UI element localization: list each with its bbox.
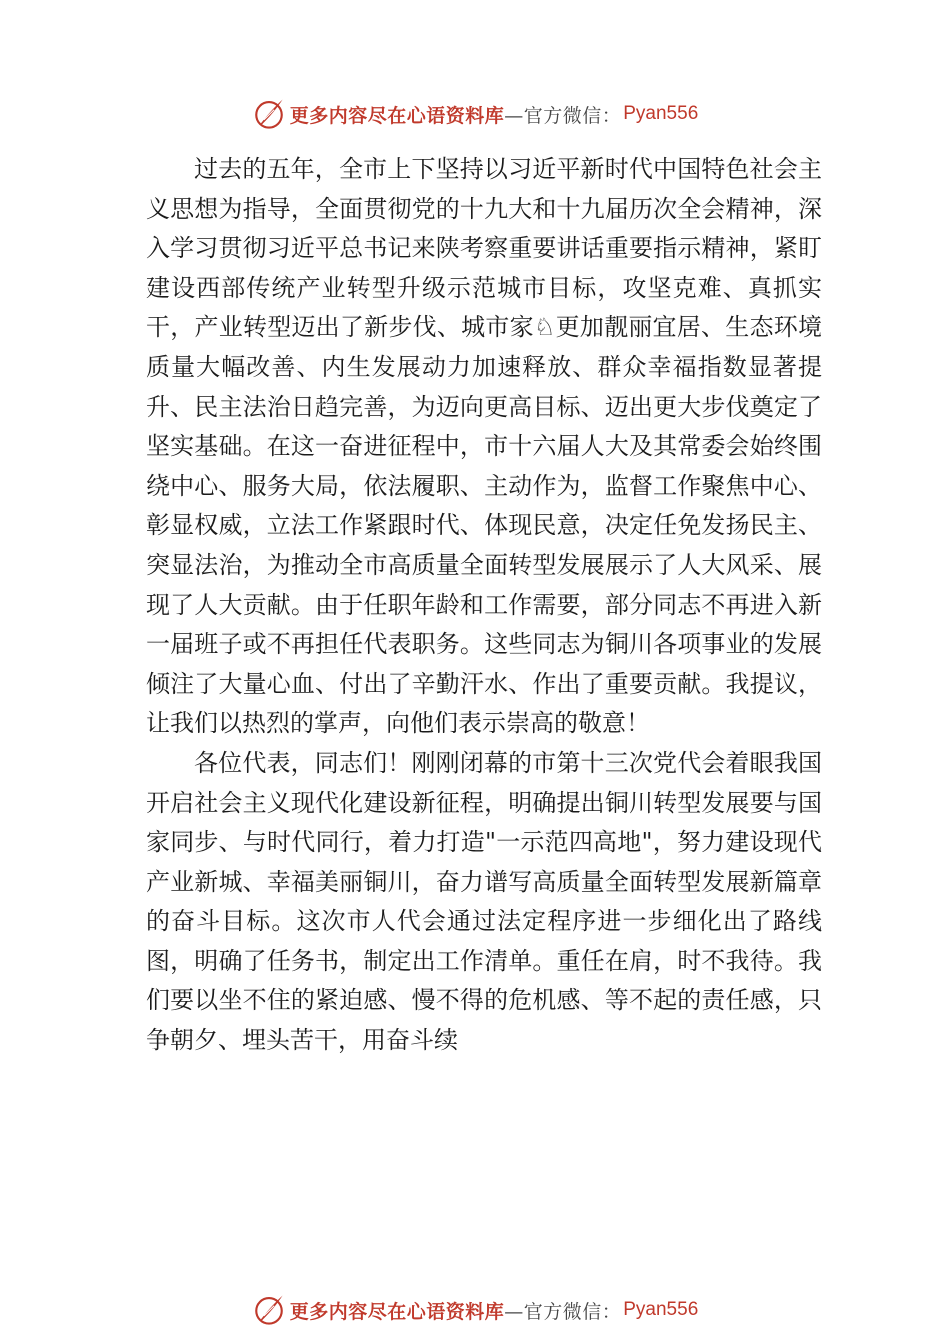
paragraph-1: 过去的五年，全市上下坚持以习近平新时代中国特色社会主义思想为指导，全面贯彻党的十九大和十九届历次全会精神，深入学习贯彻习近平总书记来陕考察重要讲话重要指示精神，紧盯建设西部传统产业转型升级示范城市目标，攻坚克难、真抓实干，产业转型迈出了新步伐、城市家♘更加靓丽宜居、生态环境质量大幅改善、内生发展动力加速释放、群众幸福指数显著提升、民主法治日趋完善，为迈向更高目标、迈出更大步伐奠定了坚实基础。在这一奋进征程中，市十六届人大及其常委会始终围绕中心、服务大局，依法履职、主动作为，监督工作聚焦中心、彰显权威，立法工作紧跟时代、体现民意，决定任免发扬民主、突显法治，为推动全市高质量全面转型发展展示了人大风采、展现了人大贡献。由于任职年龄和工作需要，部分同志不再进入新一届班子或不再担任代表职务。这些同志为铜川各项事业的发展倾注了大量心血、付出了辛勤汗水、作出了重要贡献。我提议，让我们以热烈的掌声，向他们表示崇高的敬意！ (146, 155, 822, 738)
footer-separator-text: —官方微信： (504, 1300, 622, 1323)
header-separator-text: —官方微信： (504, 104, 622, 127)
header-brand-text: 更多内容尽在心语资料库 (289, 104, 505, 127)
footer-wechat-id: Pyan556 (623, 1299, 699, 1320)
header-banner (0, 94, 950, 134)
footer-banner (0, 1290, 950, 1330)
quill-pen-circle-icon (252, 97, 286, 131)
header-wechat-id: Pyan556 (623, 103, 699, 124)
paragraph-2: 各位代表，同志们！刚刚闭幕的市第十三次党代会着眼我国开启社会主义现代化建设新征程，明确提出铜川转型发展要与国家同步、与时代同行，着力打造"一示范四高地"，努力建设现代产业新城、幸福美丽铜川，奋力谱写高质量全面转型发展新篇章的奋斗目标。这次市人代会通过法定程序进一步细化出了路线图，明确了任务书，制定出工作清单。重任在肩，时不我待。我们要以坐不住的紧迫感、慢不得的危机感、等不起的责任感，只争朝夕、埋头苦干，用奋斗续 (146, 748, 822, 1055)
document-body (146, 150, 822, 1061)
footer-brand-text: 更多内容尽在心语资料库 (289, 1300, 505, 1323)
quill-pen-circle-icon (252, 1293, 286, 1327)
